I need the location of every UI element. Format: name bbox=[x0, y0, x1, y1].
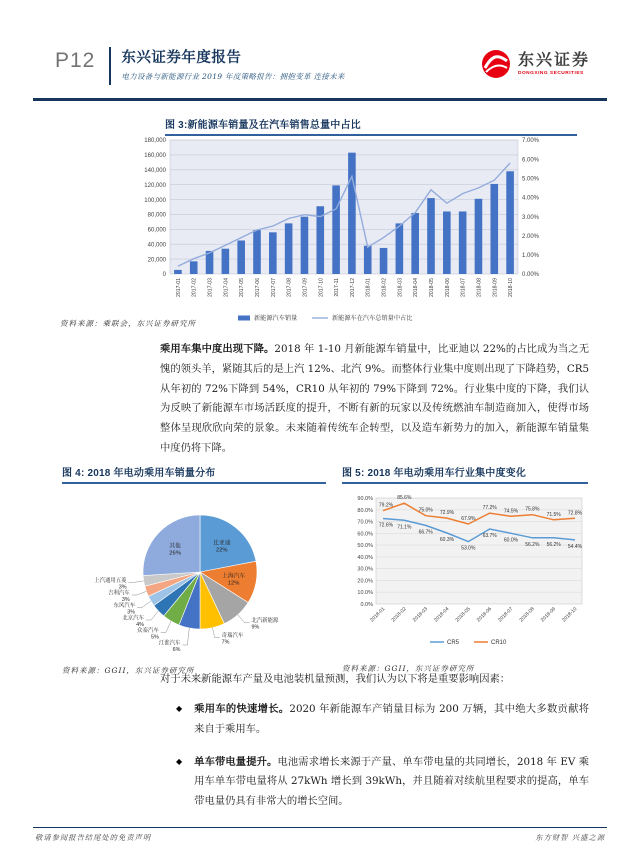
svg-text:40,000: 40,000 bbox=[147, 242, 166, 249]
svg-text:77.2%: 77.2% bbox=[482, 505, 497, 512]
svg-text:2017-03: 2017-03 bbox=[207, 278, 214, 298]
svg-text:54.4%: 54.4% bbox=[567, 543, 583, 550]
svg-text:新能源汽车销量: 新能源汽车销量 bbox=[254, 315, 298, 322]
bullet-diamond-icon: ◆ bbox=[176, 704, 183, 713]
figure4-block bbox=[62, 464, 326, 676]
bullet1-lead: 乘用车的快速增长。 bbox=[194, 703, 290, 715]
svg-text:2018-01: 2018-01 bbox=[369, 606, 387, 624]
svg-text:85.6%: 85.6% bbox=[397, 495, 412, 502]
svg-text:80.0%: 80.0% bbox=[357, 507, 373, 514]
header-rule bbox=[33, 98, 607, 101]
svg-text:7.00%: 7.00% bbox=[522, 138, 540, 145]
svg-text:180,000: 180,000 bbox=[144, 138, 166, 145]
svg-text:160,000: 160,000 bbox=[144, 153, 166, 160]
svg-text:2017-05: 2017-05 bbox=[239, 278, 246, 298]
ev-sales-pie-chart bbox=[62, 486, 326, 662]
body-paragraph-forecast-intro: 对于未来新能源车产量及电池装机量预测，我们认为以下将是重要影响因素： bbox=[160, 673, 511, 685]
svg-text:5%: 5% bbox=[150, 634, 159, 641]
svg-text:2018-02: 2018-02 bbox=[390, 606, 408, 624]
figure3-title: 图 3:新能源车销量及在汽车销售总量中占比 bbox=[165, 116, 577, 136]
bullet2-lead: 单车带电量提升。 bbox=[194, 755, 278, 768]
svg-text:3%: 3% bbox=[121, 597, 130, 604]
logo-text-en: DONGXING SECURITIES bbox=[517, 70, 584, 76]
svg-text:2018-07: 2018-07 bbox=[460, 278, 467, 298]
page-number: P12 bbox=[55, 49, 96, 72]
svg-text:2018-05: 2018-05 bbox=[454, 606, 472, 624]
figure3-source: 资料来源：乘联会，东兴证券研究所 bbox=[60, 319, 196, 328]
svg-text:2018-10: 2018-10 bbox=[508, 278, 515, 298]
svg-text:上汽通用五菱: 上汽通用五菱 bbox=[94, 578, 127, 585]
svg-text:2018-06: 2018-06 bbox=[475, 606, 494, 624]
svg-text:60,000: 60,000 bbox=[147, 227, 166, 234]
svg-text:79.2%: 79.2% bbox=[378, 502, 394, 509]
figure5-title: 图 5: 2018 年电动乘用车行业集中度变化 bbox=[342, 464, 588, 484]
svg-text:2017-04: 2017-04 bbox=[223, 278, 230, 298]
svg-text:63.7%: 63.7% bbox=[482, 532, 497, 539]
figure4-title: 图 4: 2018 年电动乘用车销量分布 bbox=[62, 464, 326, 484]
svg-text:CR10: CR10 bbox=[491, 640, 507, 646]
list-item bbox=[176, 753, 589, 812]
svg-text:72.6%: 72.6% bbox=[378, 522, 394, 529]
svg-text:上海汽车: 上海汽车 bbox=[221, 573, 246, 580]
svg-text:2017-07: 2017-07 bbox=[270, 278, 277, 298]
svg-text:奇瑞汽车: 奇瑞汽车 bbox=[221, 633, 244, 640]
svg-text:2018-07: 2018-07 bbox=[497, 606, 515, 624]
svg-text:2.00%: 2.00% bbox=[522, 233, 540, 240]
svg-text:60.3%: 60.3% bbox=[439, 536, 455, 543]
svg-text:56.2%: 56.2% bbox=[546, 541, 561, 548]
svg-text:74.5%: 74.5% bbox=[503, 508, 519, 515]
svg-text:120,000: 120,000 bbox=[144, 182, 166, 189]
svg-text:北京汽车: 北京汽车 bbox=[122, 615, 144, 622]
svg-text:新能源车在汽车总销量中占比: 新能源车在汽车总销量中占比 bbox=[332, 315, 413, 322]
svg-text:6.00%: 6.00% bbox=[522, 157, 540, 164]
svg-text:2017-12: 2017-12 bbox=[349, 278, 356, 298]
svg-text:72.9%: 72.9% bbox=[439, 510, 455, 517]
svg-text:2018-03: 2018-03 bbox=[397, 278, 404, 298]
footer-slogan: 东方财智 兴盛之源 bbox=[535, 833, 605, 842]
svg-text:2018-09: 2018-09 bbox=[539, 606, 558, 624]
svg-text:其他: 其他 bbox=[169, 543, 181, 550]
svg-text:20,000: 20,000 bbox=[147, 257, 166, 264]
svg-text:2018-10: 2018-10 bbox=[561, 606, 579, 624]
paragraph1-body: 2018 年 1-10 月新能源车销量中，比亚迪以 22%的占比成为当之无愧的领头羊，紧随其后的是上汽 12%、北汽 9%。而整体行业集中度则出现了下降趋势，CR5 从年初的 72%下降到 54%，CR10 从年初的 79%下降到 72%。行业集中度的下降，我们认为反映了新能源车市场活跃度的提升，不断有新的玩家以及传统燃油车制造商加入，使得市场整体呈现欣欣向荣的景象。未来随着传统车企转型，以及造车新势力的加入，新能源车销量集中度仍将下降。 bbox=[160, 343, 589, 454]
svg-text:5.00%: 5.00% bbox=[522, 176, 540, 183]
svg-text:75.8%: 75.8% bbox=[525, 506, 540, 513]
svg-text:2017-10: 2017-10 bbox=[318, 278, 325, 298]
paragraph1-lead: 乘用车集中度出现下降。 bbox=[160, 343, 275, 355]
nev-sales-combo-chart bbox=[126, 134, 550, 336]
svg-text:2017-06: 2017-06 bbox=[255, 278, 261, 298]
dongxing-logo-icon bbox=[480, 48, 512, 80]
svg-text:71.1%: 71.1% bbox=[397, 524, 412, 531]
svg-text:12%: 12% bbox=[227, 580, 240, 587]
svg-text:70.0%: 70.0% bbox=[357, 519, 373, 526]
svg-text:6%: 6% bbox=[172, 647, 181, 654]
figure4-source: 资料来源：GGII，东兴证券研究所 bbox=[62, 666, 195, 675]
svg-text:0.0%: 0.0% bbox=[360, 602, 373, 608]
svg-text:2018-08: 2018-08 bbox=[518, 606, 536, 624]
svg-text:72.8%: 72.8% bbox=[567, 510, 583, 517]
page-header bbox=[55, 46, 590, 92]
list-item bbox=[176, 700, 589, 740]
svg-text:9%: 9% bbox=[251, 624, 260, 631]
svg-text:2018-02: 2018-02 bbox=[381, 278, 388, 298]
figure5-block bbox=[342, 464, 588, 674]
report-title: 东兴证券年度报告 bbox=[121, 50, 242, 66]
svg-text:26%: 26% bbox=[169, 550, 181, 557]
svg-text:56.2%: 56.2% bbox=[525, 541, 540, 548]
header-divider bbox=[109, 47, 111, 85]
svg-text:80,000: 80,000 bbox=[147, 212, 166, 219]
svg-text:2017-09: 2017-09 bbox=[302, 278, 309, 298]
svg-text:2018-03: 2018-03 bbox=[411, 606, 430, 624]
figure5-source: 资料来源：GGII，东兴证券研究所 bbox=[342, 664, 475, 673]
svg-text:江淮汽车: 江淮汽车 bbox=[158, 640, 181, 647]
svg-text:60.0%: 60.0% bbox=[503, 537, 519, 544]
svg-text:4.00%: 4.00% bbox=[522, 195, 540, 202]
svg-text:66.7%: 66.7% bbox=[418, 529, 433, 536]
svg-text:2018-08: 2018-08 bbox=[476, 278, 483, 298]
svg-text:北汽新能源: 北汽新能源 bbox=[251, 617, 279, 624]
svg-text:比亚迪: 比亚迪 bbox=[213, 540, 231, 547]
svg-text:2018-05: 2018-05 bbox=[429, 278, 435, 298]
svg-text:140,000: 140,000 bbox=[144, 167, 166, 174]
svg-text:0.00%: 0.00% bbox=[522, 272, 540, 279]
svg-text:50.0%: 50.0% bbox=[357, 543, 373, 550]
bullet-list bbox=[176, 700, 589, 825]
svg-text:75.0%: 75.0% bbox=[418, 507, 433, 514]
svg-text:3%: 3% bbox=[127, 609, 136, 616]
svg-text:20.0%: 20.0% bbox=[357, 578, 373, 585]
svg-text:3.00%: 3.00% bbox=[522, 214, 540, 221]
svg-text:2017-01: 2017-01 bbox=[175, 278, 182, 298]
svg-text:60.0%: 60.0% bbox=[357, 531, 373, 538]
svg-text:30.0%: 30.0% bbox=[357, 566, 373, 573]
svg-text:1.00%: 1.00% bbox=[522, 253, 540, 260]
svg-text:2018-06: 2018-06 bbox=[444, 278, 451, 298]
svg-text:2018-04: 2018-04 bbox=[433, 606, 451, 624]
svg-text:71.5%: 71.5% bbox=[546, 511, 561, 518]
svg-text:3%: 3% bbox=[118, 584, 127, 591]
svg-text:2018-01: 2018-01 bbox=[365, 278, 372, 298]
concentration-line-chart bbox=[342, 486, 588, 660]
svg-text:2017-11: 2017-11 bbox=[334, 278, 341, 297]
footer-disclaimer: 敬请参阅报告结尾处的免责声明 bbox=[35, 833, 152, 842]
svg-text:众泰汽车: 众泰汽车 bbox=[137, 628, 159, 635]
dongxing-logo bbox=[480, 48, 590, 80]
svg-text:2017-02: 2017-02 bbox=[191, 278, 198, 298]
logo-text-cn: 东兴证券 bbox=[517, 51, 590, 69]
svg-text:22%: 22% bbox=[215, 547, 228, 554]
svg-text:40.0%: 40.0% bbox=[357, 554, 373, 561]
svg-text:10.0%: 10.0% bbox=[357, 590, 373, 597]
svg-text:CR5: CR5 bbox=[447, 640, 460, 646]
svg-text:吉利汽车: 吉利汽车 bbox=[108, 590, 130, 597]
svg-text:2018-09: 2018-09 bbox=[492, 278, 499, 298]
svg-text:90.0%: 90.0% bbox=[357, 496, 373, 502]
svg-text:2017-08: 2017-08 bbox=[286, 278, 293, 298]
svg-text:4%: 4% bbox=[136, 622, 144, 629]
svg-text:0: 0 bbox=[162, 272, 166, 279]
svg-text:2018-04: 2018-04 bbox=[413, 278, 420, 298]
svg-text:100,000: 100,000 bbox=[144, 197, 166, 204]
svg-text:东风汽车: 东风汽车 bbox=[113, 603, 136, 610]
bullet1-body: 2020 年新能源车产销量目标为 200 万辆，其中绝大多数贡献将来自于乘用车。 bbox=[194, 703, 589, 735]
svg-text:7%: 7% bbox=[221, 639, 230, 646]
svg-text:67.9%: 67.9% bbox=[461, 516, 476, 523]
svg-text:53.0%: 53.0% bbox=[461, 545, 476, 552]
body-paragraph-concentration bbox=[160, 340, 589, 459]
footer-rule bbox=[33, 827, 607, 828]
bullet2-body: 电池需求增长来源于产量、单车带电量的共同增长，2018 年 EV 乘用车单车带电量将从 27kWh 增长到 39kWh，并且随着对续航里程要求的提高，单车带电量仍具有非常大的增长空间。 bbox=[194, 755, 590, 808]
report-subtitle: 电力设备与新能源行业 2019 年度策略报告：拥抱变革 连接未来 bbox=[121, 72, 345, 81]
bullet-diamond-icon: ◆ bbox=[176, 756, 183, 766]
